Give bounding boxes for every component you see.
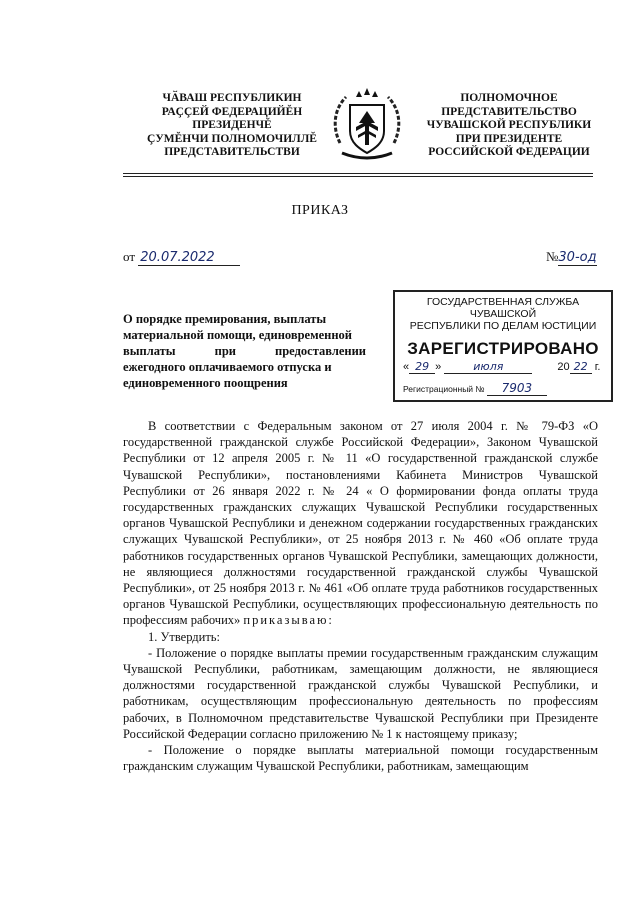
order-subject	[123, 311, 366, 391]
chuvash-emblem-icon	[326, 83, 408, 165]
header-right-line: ЧУВАШСКОЙ РЕСПУБЛИКИ	[426, 119, 592, 131]
subject-line: ежегодного оплачиваемого отпуска и	[123, 360, 332, 374]
order-number-prefix: №	[546, 249, 559, 264]
subject-line: выплаты при предоставлении	[123, 344, 366, 358]
subject-line: О порядке премирования, выплаты	[123, 312, 327, 326]
stamp-agency	[395, 296, 611, 332]
stamp-agency-line: РЕСПУБЛИКИ ПО ДЕЛАМ ЮСТИЦИИ	[409, 320, 597, 332]
header-right-line: ПОЛНОМОЧНОЕ	[460, 92, 558, 104]
stamp-year-suffix: г.	[594, 361, 601, 373]
header-right-line: ПРЕДСТАВИТЕЛЬСТВО	[441, 105, 577, 118]
stamp-status: ЗАРЕГИСТРИРОВАНО	[407, 339, 599, 358]
stamp-registration	[403, 381, 547, 396]
registration-stamp	[393, 290, 613, 402]
order-date-prefix: от	[123, 249, 136, 264]
order-date	[123, 249, 240, 266]
decree-word: приказываю:	[243, 613, 334, 628]
header-left-line: ПРЕДСТАВИТЕЛЬСТВИ	[164, 146, 300, 158]
stamp-date: « 29 » июля 20 22 г.	[403, 360, 601, 373]
stamp-agency-line: ГОСУДАРСТВЕННАЯ СЛУЖБА ЧУВАШСКОЙ	[426, 296, 580, 320]
subject-line: материальной помощи, единовременной	[123, 328, 352, 342]
body-paragraph: - Положение о порядке выплаты премии государственным гражданским служащим Чувашской Республики, работникам, замещающим должности, не являющиеся должностями государственной гражданской службы Чувашской Республики, и работникам, осуществляющим профессиональную деятельность по профессиям рабочих, в Полномочном представительстве Чувашской Республики при Президенте Российской Федерации согласно приложению № 1 к настоящему приказу;	[123, 645, 598, 741]
body-preamble	[123, 418, 598, 629]
preamble-text: В соответствии с Федеральным законом от 27 июля 2004 г. № 79-ФЗ «О государственной гражданской службе Российской Федерации», Законом Чувашской Республики от 12 апреля 2005 г. № 11 «О государственной гражданской службе Чувашской Республики», постановлениями Кабинета Министров Чувашской Республики от 26 января 2022 г. № 24 « О формировании фонда оплаты труда государственных гражданских служащих Чувашской Республики государственных органов Чувашской Республики и денежном содержании государственных гражданских служащих Чувашской Республики», от 25 ноября 2013 г. № 460 «Об оплате труда работников государственных органов Чувашской Республики, замещающих должности, не являющиеся должностями государственной гражданской службы Чувашской Республики», от 25 ноября 2013 г. № 461 «Об оплате труда работников государственных органов Чувашской Республики, осуществляющих профессиональную деятельность по профессиям рабочих»	[123, 419, 598, 628]
stamp-day: 29	[409, 360, 435, 374]
header-russian-title	[414, 92, 604, 160]
order-number-value: 30-од	[558, 250, 597, 265]
stamp-year-prefix: 20	[557, 361, 570, 373]
header-left-line: ЧӐВАШ РЕСПУБЛИКИН	[162, 92, 302, 104]
subject-line: единовременного поощрения	[123, 376, 288, 390]
body-paragraph: - Положение о порядке выплаты материальной помощи государственным гражданским служащим Чувашской Республики, работникам, замещающим	[123, 743, 598, 774]
header-divider	[123, 176, 593, 177]
header-left-line: ҪУМĔНЧИ ПОЛНОМОЧИЛЛĔ	[147, 132, 317, 145]
body-item: 1. Утвердить:	[148, 629, 220, 644]
stamp-month: июля	[444, 360, 532, 374]
header-chuvash-title	[137, 92, 327, 160]
header-divider	[123, 173, 593, 174]
header-right-line: РОССИЙСКОЙ ФЕДЕРАЦИИ	[428, 146, 590, 158]
order-date-value: 20.07.2022	[138, 250, 240, 266]
header-left-line: ПРЕЗИДЕНЧĔ	[192, 119, 272, 131]
header-right-line: ПРИ ПРЕЗИДЕНТЕ	[455, 132, 563, 145]
stamp-reg-number: 7903	[487, 381, 547, 396]
document-title: ПРИКАЗ	[291, 203, 349, 218]
stamp-reg-label: Регистрационный №	[403, 384, 485, 394]
stamp-year: 22	[570, 360, 592, 374]
order-number	[546, 249, 597, 266]
document-body	[123, 418, 598, 774]
header-left-line: РАҪҪЕЙ ФЕДЕРАЦИЙĔН	[161, 105, 303, 118]
